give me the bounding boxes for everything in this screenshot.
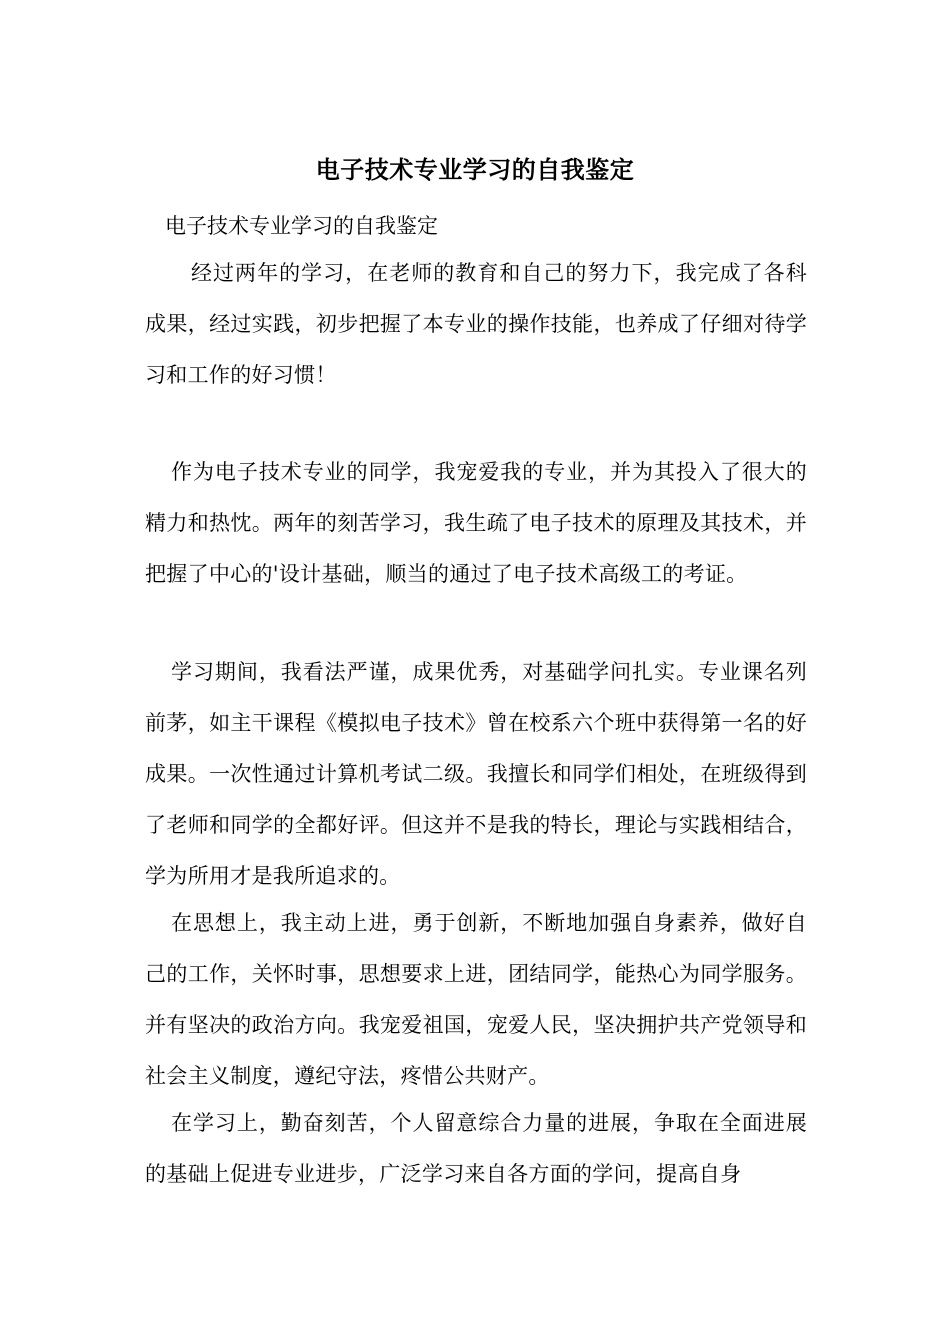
paragraph-learning: 在学习上，勤奋刻苦，个人留意综合力量的进展，争取在全面进展的基础上促进专业进步，广泛学习来自各方面的学问，提高自身	[145, 1111, 807, 1186]
document-title: 电子技术专业学习的自我鉴定	[315, 155, 635, 184]
document-subtitle: 电子技术专业学习的自我鉴定	[165, 214, 438, 238]
paragraph-intro: 经过两年的学习，在老师的教育和自己的努力下，我完成了各科成果，经过实践，初步把握了本专业的操作技能，也养成了仔细对待学习和工作的好习惯！	[145, 261, 807, 387]
paragraph-ideology: 在思想上，我主动上进，勇于创新，不断地加强自身素养，做好自己的工作，关怀时事，思想要求上进，团结同学，能热心为同学服务。并有坚决的政治方向。我宠爱祖国，宠爱人民，坚决拥护共产党领导和社会主义制度，遵纪守法，疼惜公共财产。	[145, 911, 807, 1088]
paragraph-major: 作为电子技术专业的同学，我宠爱我的专业，并为其投入了很大的精力和热忱。两年的刻苦学习，我生疏了电子技术的原理及其技术，并把握了中心的'设计基础，顺当的通过了电子技术高级工的考证。	[145, 460, 807, 586]
paragraph-study-period: 学习期间，我看法严谨，成果优秀，对基础学问扎实。专业课名列前茅，如主干课程《模拟电子技术》曾在校系六个班中获得第一名的好成果。一次性通过计算机考试二级。我擅长和同学们相处，在班级得到了老师和同学的全都好评。但这并不是我的特长，理论与实践相结合，学为所用才是我所追求的。	[145, 660, 807, 888]
